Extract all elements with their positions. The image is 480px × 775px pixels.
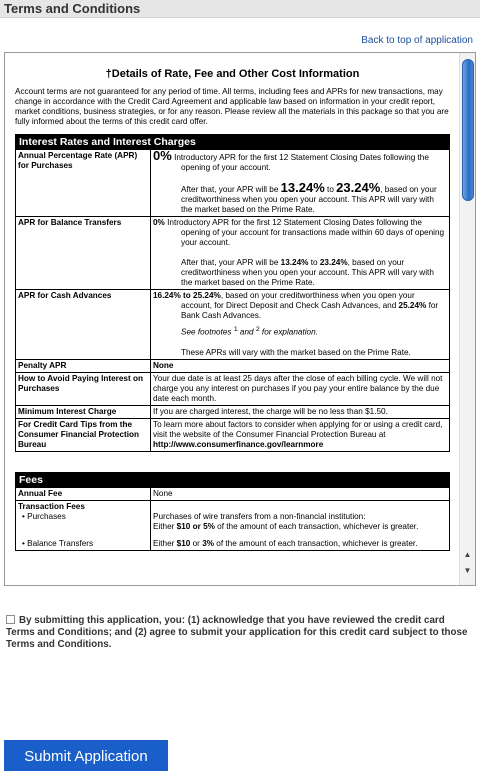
row-value: 0% Introductory APR for the first 12 Statement Closing Dates following the opening of your account. After that, your APR will be 13.24% to 23.24%, based on your creditworthiness when you open your account. This APR will vary with the market based on the Prime Rate.	[151, 150, 450, 217]
table-row	[16, 405, 450, 418]
intro-rate: 0%	[153, 148, 172, 163]
scroll-up-arrow-icon[interactable]: ▲	[463, 550, 472, 559]
fees-section-heading: Fees	[16, 472, 450, 487]
terms-scroll-frame[interactable]	[4, 52, 476, 586]
row-label: For Credit Card Tips from the Consumer Financial Protection Bureau	[16, 418, 151, 451]
table-row	[16, 500, 450, 533]
consent-text: By submitting this application, you: (1) acknowledge that you have reviewed the credit card Terms and Conditions; and (2) agree to submit your application for this credit card subject to those Terms and Conditions.	[6, 615, 468, 650]
row-value: To learn more about factors to consider when applying for or using a credit card, visit the website of the Consumer Financial Protection Bureau at http://www.consumerfinance.gov/learnmore	[151, 418, 450, 451]
document-intro: Account terms are not guaranteed for any period of time. All terms, including fees and APRs for new transactions, may change in accordance with the Credit Card Agreement and applicable law based on information in your credit report, market conditions, business strategies, or for any reason. Please review all the materials in this package so that you are fully informed about the terms of this credit card offer.	[15, 87, 449, 126]
table-row	[16, 533, 450, 551]
row-value: None	[151, 359, 450, 372]
table-row	[16, 359, 450, 372]
cfpb-link[interactable]: http://www.consumerfinance.gov/learnmore	[153, 439, 324, 449]
table-row	[16, 150, 450, 217]
table-row	[16, 290, 450, 360]
row-label: Minimum Interest Charge	[16, 405, 151, 418]
row-sublabel: • Balance Transfers	[22, 538, 94, 548]
document-title: †Details of Rate, Fee and Other Cost Information	[105, 68, 360, 80]
table-row	[16, 487, 450, 500]
scroll-thumb[interactable]	[462, 59, 474, 201]
row-label: Annual Percentage Rate (APR) for Purchases	[16, 150, 151, 217]
row-value: 0% Introductory APR for the first 12 Statement Closing Dates following the opening of your account for transactions made within 60 days of opening your account. After that, your APR will be 13.24% to 23.24%, based on your creditworthiness when you open your account. This APR will vary with the market based on the Prime Rate.	[151, 217, 450, 290]
table-row	[16, 217, 450, 290]
row-label: Penalty APR	[16, 359, 151, 372]
page-title: Terms and Conditions	[4, 1, 141, 16]
table-row	[16, 418, 450, 451]
row-value: Purchases of wire transfers from a non-financial institution: Either $10 or 5% of the amount of each transaction, whichever is greater.	[151, 500, 450, 533]
row-value: 16.24% to 25.24%, based on your creditworthiness when you open your account, for Direct Deposit and Check Cash Advances, and 25.24% for Bank Cash Advances. See footnotes $^1$ and $^2$ for explanation. These APRs will vary with the market based on the Prime Rate.	[151, 290, 450, 360]
consent-section	[6, 615, 468, 651]
submit-application-button[interactable]: Submit Application	[4, 740, 168, 771]
row-value: Either $10 or 3% of the amount of each transaction, whichever is greater.	[151, 533, 450, 551]
fees-table	[15, 472, 450, 551]
table-row	[16, 372, 450, 405]
row-value: If you are charged interest, the charge will be no less than $1.50.	[151, 405, 450, 418]
row-sublabel: • Purchases	[22, 511, 66, 521]
row-value: None	[151, 487, 450, 500]
row-label: APR for Balance Transfers	[16, 217, 151, 290]
row-label: Annual Fee	[16, 487, 151, 500]
row-value: Your due date is at least 25 days after the close of each billing cycle. We will not charge you any interest on purchases if you pay your entire balance by the due date each month.	[151, 372, 450, 405]
row-label: How to Avoid Paying Interest on Purchases	[16, 372, 151, 405]
row-label: APR for Cash Advances	[16, 290, 151, 360]
page-header	[0, 0, 480, 18]
scrollbar[interactable]	[459, 53, 475, 585]
consent-checkbox[interactable]	[6, 615, 15, 624]
row-label: Transaction Fees	[18, 501, 85, 511]
scroll-down-arrow-icon[interactable]: ▼	[463, 566, 472, 575]
terms-document	[5, 53, 460, 557]
back-to-top-link[interactable]: Back to top of application	[361, 35, 473, 46]
rates-section-heading: Interest Rates and Interest Charges	[16, 135, 450, 150]
rates-table	[15, 134, 450, 452]
